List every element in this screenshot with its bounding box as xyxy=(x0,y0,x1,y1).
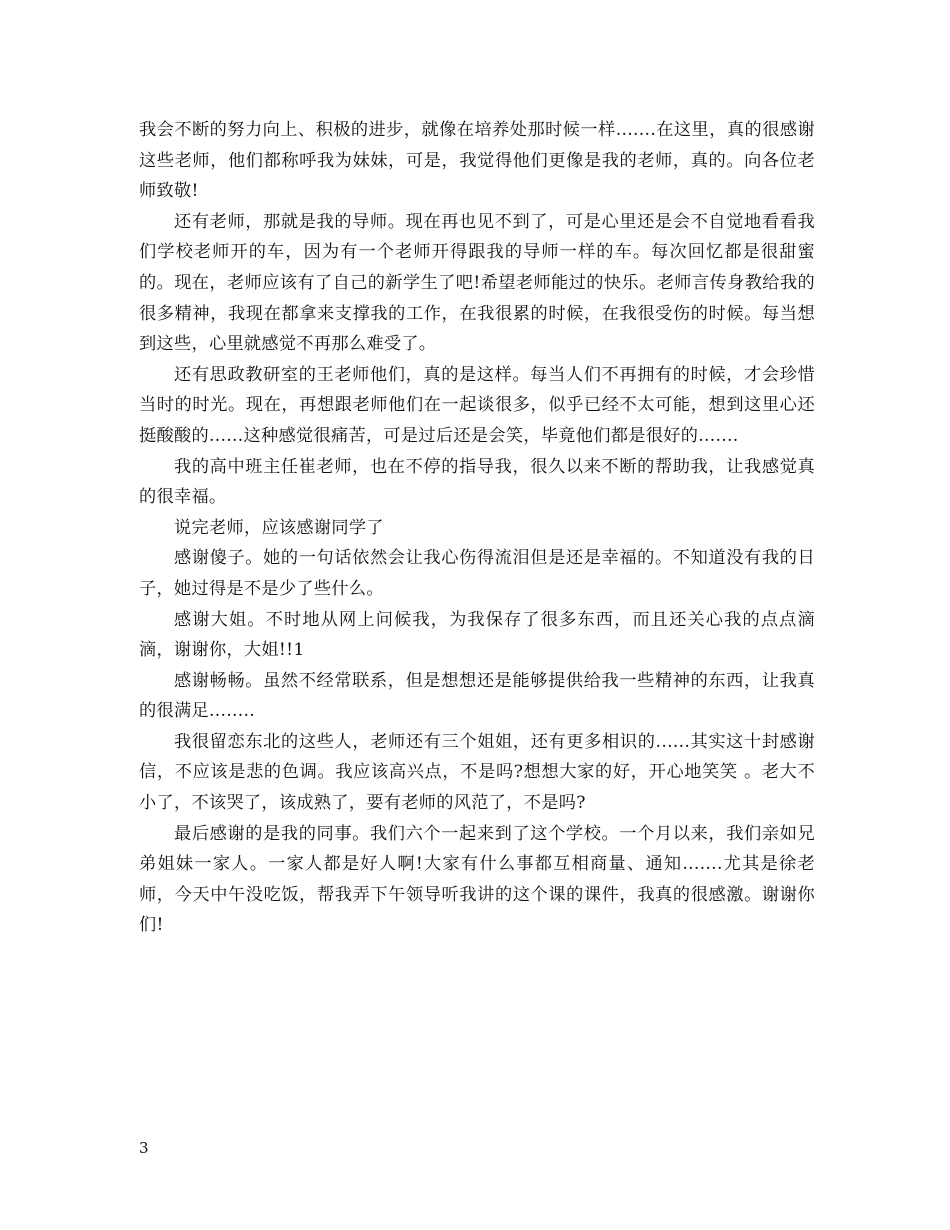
paragraph-2: 还有老师，那就是我的导师。现在再也见不到了，可是心里还是会不自觉地看看我们学校老师开的车，因为有一个老师开得跟我的导师一样的车。每次回忆都是很甜蜜的。现在，老师应该有了自己的新学生了吧!希望老师能过的快乐。老师言传身教给我的很多精神，我现在都拿来支撑我的工作，在我很累的时候，在我很受伤的时候。每当想到这些，心里就感觉不再那么难受了。 xyxy=(139,211,815,355)
paragraph-8: 感谢畅畅。虽然不经常联系，但是想想还是能够提供给我一些精神的东西，让我真的很满足........ xyxy=(139,670,815,722)
paragraph-4: 我的高中班主任崔老师，也在不停的指导我，很久以来不断的帮助我，让我感觉真的很幸福。 xyxy=(139,456,815,508)
paragraph-10: 最后感谢的是我的同事。我们六个一起来到了这个学校。一个月以来，我们亲如兄弟姐妹一家人。一家人都是好人啊!大家有什么事都互相商量、通知.......尤其是徐老师，今天中午没吃饭，帮我弄下午领导听我讲的这个课的课件，我真的很感激。谢谢你们! xyxy=(139,823,815,936)
page-number: 3 xyxy=(139,1139,149,1157)
paragraph-6: 感谢傻子。她的一句话依然会让我心伤得流泪但是还是幸福的。不知道没有我的日子，她过得是不是少了些什么。 xyxy=(139,548,815,599)
paragraph-3: 还有思政教研室的王老师他们，真的是这样。每当人们不再拥有的时候，才会珍惜当时的时光。现在，再想跟老师他们在一起谈很多，似乎已经不太可能，想到这里心还挺酸酸的......这种感觉很痛苦，可是过后还是会笑，毕竟他们都是很好的....... xyxy=(139,364,815,446)
body-text xyxy=(139,115,815,941)
paragraph-1: 我会不断的努力向上、积极的进步，就像在培养处那时候一样.......在这里，真的很感谢这些老师，他们都称呼我为妹妹，可是，我觉得他们更像是我的老师，真的。向各位老师致敬! xyxy=(139,120,815,202)
paragraph-9: 我很留恋东北的这些人，老师还有三个姐姐，还有更多相识的......其实这十封感谢信，不应该是悲的色调。我应该高兴点，不是吗?想想大家的好，开心地笑笑 。老大不小了，不该哭了，该成熟了，要有老师的风范了，不是吗? xyxy=(139,731,815,814)
paragraph-5: 说完老师，应该感谢同学了 xyxy=(174,517,384,538)
paragraph-7: 感谢大姐。不时地从网上问候我，为我保存了很多东西，而且还关心我的点点滴滴，谢谢你，大姐!!1 xyxy=(139,609,815,661)
